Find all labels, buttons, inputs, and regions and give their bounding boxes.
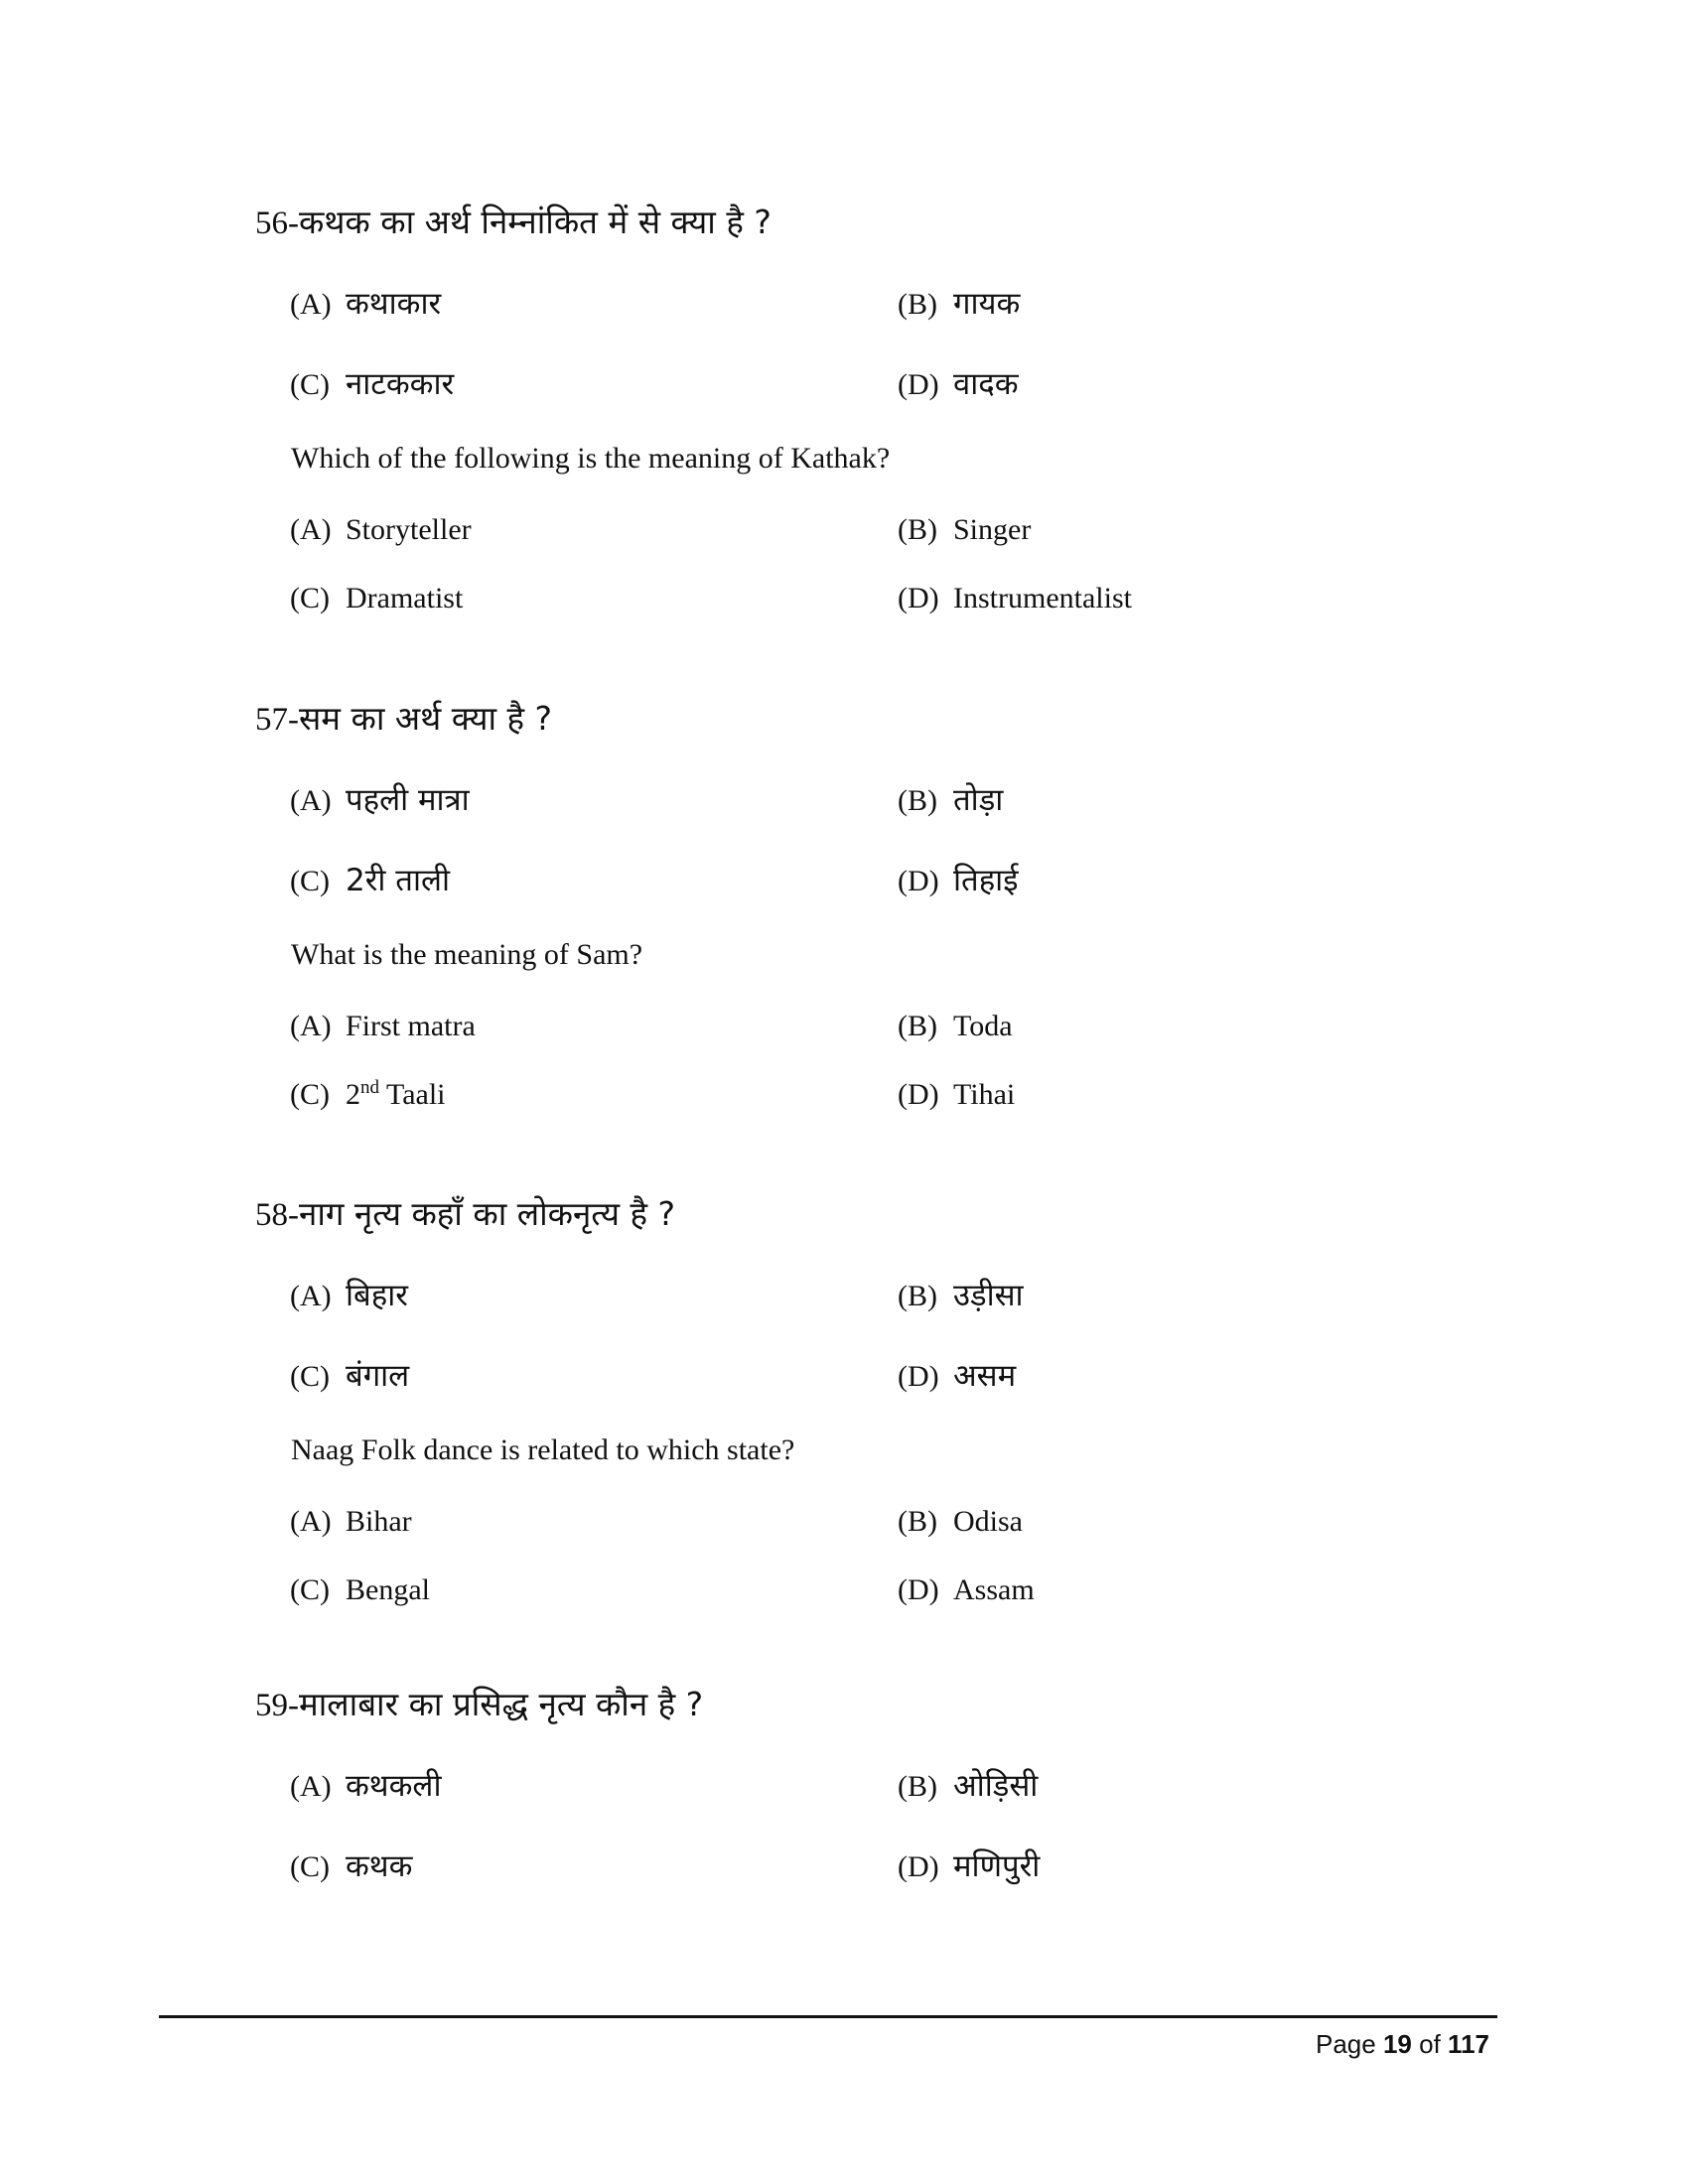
option-c-english bbox=[290, 1073, 446, 1117]
hindi-options-row-2 bbox=[290, 859, 1486, 902]
option-text: 2री ताली bbox=[346, 863, 451, 898]
option-b-english bbox=[898, 508, 1031, 552]
option-text: बिहार bbox=[346, 1278, 408, 1313]
hindi-options-row-2 bbox=[290, 362, 1486, 406]
option-d-english bbox=[898, 1073, 1015, 1117]
option-letter: (A) bbox=[290, 513, 332, 546]
question-57 bbox=[255, 697, 1486, 1117]
option-d-hindi bbox=[898, 362, 1019, 407]
option-text bbox=[346, 1078, 446, 1111]
option-text-rest: Taali bbox=[379, 1078, 446, 1111]
option-text: Tihai bbox=[953, 1078, 1016, 1111]
option-text: First matra bbox=[346, 1010, 476, 1042]
option-text: मणिपुरी bbox=[953, 1848, 1041, 1884]
hindi-options-row-2 bbox=[290, 1844, 1486, 1888]
option-c-hindi bbox=[290, 859, 450, 903]
total-pages-number: 117 bbox=[1448, 2029, 1489, 2059]
option-text: वादक bbox=[953, 366, 1019, 402]
option-letter: (A) bbox=[290, 1280, 332, 1312]
option-letter: (A) bbox=[290, 1770, 332, 1803]
option-b-hindi bbox=[898, 282, 1020, 327]
option-text: कथाकार bbox=[346, 286, 442, 322]
option-c-hindi bbox=[290, 362, 454, 407]
option-letter: (D) bbox=[898, 865, 939, 897]
english-options-row-1 bbox=[290, 1005, 1486, 1048]
option-text: तोड़ा bbox=[953, 782, 1004, 818]
option-letter: (B) bbox=[898, 784, 937, 817]
question-number: 58- bbox=[255, 1197, 299, 1233]
option-text: असम bbox=[953, 1358, 1017, 1394]
option-b-english bbox=[898, 1500, 1023, 1544]
option-a-hindi bbox=[290, 1764, 441, 1809]
option-letter: (C) bbox=[290, 368, 330, 401]
option-text: उड़ीसा bbox=[953, 1278, 1024, 1313]
option-a-hindi bbox=[290, 282, 441, 327]
page-number-footer bbox=[1316, 2026, 1489, 2062]
question-number: 59- bbox=[255, 1688, 299, 1723]
option-text: तिहाई bbox=[953, 863, 1019, 898]
option-text: गायक bbox=[953, 286, 1021, 322]
option-d-hindi bbox=[898, 859, 1018, 903]
question-hindi-text bbox=[255, 1683, 1486, 1726]
option-letter: (D) bbox=[898, 1078, 939, 1111]
option-b-english bbox=[898, 1005, 1013, 1048]
option-text: कथकली bbox=[346, 1768, 442, 1804]
option-letter: (A) bbox=[290, 288, 332, 321]
option-text: Assam bbox=[953, 1573, 1035, 1606]
option-text: नाटककार bbox=[346, 366, 455, 402]
question-hindi-text bbox=[255, 697, 1486, 741]
option-letter: (D) bbox=[898, 1360, 939, 1393]
option-d-english bbox=[898, 577, 1132, 620]
current-page-number: 19 bbox=[1382, 2029, 1412, 2059]
option-text: Instrumentalist bbox=[953, 582, 1132, 614]
ordinal-number: 2 bbox=[346, 1078, 360, 1111]
hindi-options-row-2 bbox=[290, 1354, 1486, 1398]
option-letter: (B) bbox=[898, 513, 937, 546]
of-label: of bbox=[1419, 2029, 1441, 2059]
option-letter: (A) bbox=[290, 1010, 332, 1042]
question-number: 56- bbox=[255, 205, 299, 241]
option-text: पहली मात्रा bbox=[346, 782, 470, 818]
option-letter: (C) bbox=[290, 1078, 330, 1111]
page-label: Page bbox=[1316, 2029, 1376, 2059]
question-hindi-stem: मालाबार का प्रसिद्ध नृत्य कौन है ? bbox=[299, 1685, 704, 1723]
option-d-hindi bbox=[898, 1354, 1016, 1399]
option-text: Dramatist bbox=[346, 582, 464, 614]
option-letter: (C) bbox=[290, 1573, 330, 1606]
option-a-hindi bbox=[290, 1274, 408, 1318]
option-letter: (B) bbox=[898, 1280, 937, 1312]
option-letter: (A) bbox=[290, 784, 332, 817]
option-text: कथक bbox=[346, 1848, 413, 1884]
english-options-row-2 bbox=[290, 577, 1486, 620]
english-options-row-2 bbox=[290, 1073, 1486, 1117]
option-text: Toda bbox=[953, 1010, 1013, 1042]
option-text: Singer bbox=[953, 513, 1032, 546]
hindi-options-row-1 bbox=[290, 1274, 1486, 1317]
question-hindi-text bbox=[255, 201, 1486, 244]
english-options-row-1 bbox=[290, 508, 1486, 552]
option-b-hindi bbox=[898, 1764, 1038, 1809]
option-letter: (D) bbox=[898, 582, 939, 614]
option-a-hindi bbox=[290, 778, 470, 823]
option-c-english bbox=[290, 1569, 430, 1612]
option-text: बंगाल bbox=[346, 1358, 410, 1394]
option-letter: (C) bbox=[290, 582, 330, 614]
question-english-text: Which of the following is the meaning of Kathak? bbox=[291, 442, 891, 475]
question-hindi-stem: कथक का अर्थ निम्नांकित में से क्या है ? bbox=[299, 203, 772, 241]
question-56 bbox=[255, 201, 1486, 620]
option-letter: (A) bbox=[290, 1505, 332, 1538]
option-a-english bbox=[290, 508, 472, 552]
option-letter: (C) bbox=[290, 1850, 330, 1883]
question-hindi-stem: नाग नृत्य कहाँ का लोकनृत्य है ? bbox=[299, 1194, 676, 1233]
option-letter: (D) bbox=[898, 1850, 939, 1883]
option-d-english bbox=[898, 1569, 1035, 1612]
option-letter: (D) bbox=[898, 1573, 939, 1606]
english-options-row-1 bbox=[290, 1500, 1486, 1544]
option-a-english bbox=[290, 1005, 476, 1048]
question-59 bbox=[255, 1683, 1486, 1888]
question-hindi-stem: सम का अर्थ क्या है ? bbox=[299, 699, 553, 738]
option-letter: (B) bbox=[898, 288, 937, 321]
option-letter: (B) bbox=[898, 1505, 937, 1538]
option-a-english bbox=[290, 1500, 412, 1544]
option-b-hindi bbox=[898, 778, 1003, 823]
option-text: Odisa bbox=[953, 1505, 1023, 1538]
question-58 bbox=[255, 1192, 1486, 1612]
option-text: Bengal bbox=[346, 1573, 430, 1606]
ordinal-suffix: nd bbox=[360, 1077, 379, 1098]
option-letter: (B) bbox=[898, 1010, 937, 1042]
option-d-hindi bbox=[898, 1844, 1040, 1889]
option-text: ओड़िसी bbox=[953, 1768, 1039, 1804]
question-hindi-text bbox=[255, 1192, 1486, 1236]
option-letter: (C) bbox=[290, 1360, 330, 1393]
option-text: Bihar bbox=[346, 1505, 412, 1538]
hindi-options-row-1 bbox=[290, 282, 1486, 326]
hindi-options-row-1 bbox=[290, 1764, 1486, 1808]
option-c-hindi bbox=[290, 1844, 412, 1889]
footer-divider bbox=[159, 2015, 1497, 2018]
option-text: Storyteller bbox=[346, 513, 472, 546]
option-letter: (C) bbox=[290, 865, 330, 897]
option-c-hindi bbox=[290, 1354, 409, 1399]
option-letter: (D) bbox=[898, 368, 939, 401]
hindi-options-row-1 bbox=[290, 778, 1486, 822]
option-c-english bbox=[290, 577, 463, 620]
question-number: 57- bbox=[255, 702, 299, 738]
question-english-text: Naag Folk dance is related to which state? bbox=[291, 1433, 795, 1466]
question-english-text: What is the meaning of Sam? bbox=[291, 938, 643, 971]
option-letter: (B) bbox=[898, 1770, 937, 1803]
option-b-hindi bbox=[898, 1274, 1024, 1318]
english-options-row-2 bbox=[290, 1569, 1486, 1612]
